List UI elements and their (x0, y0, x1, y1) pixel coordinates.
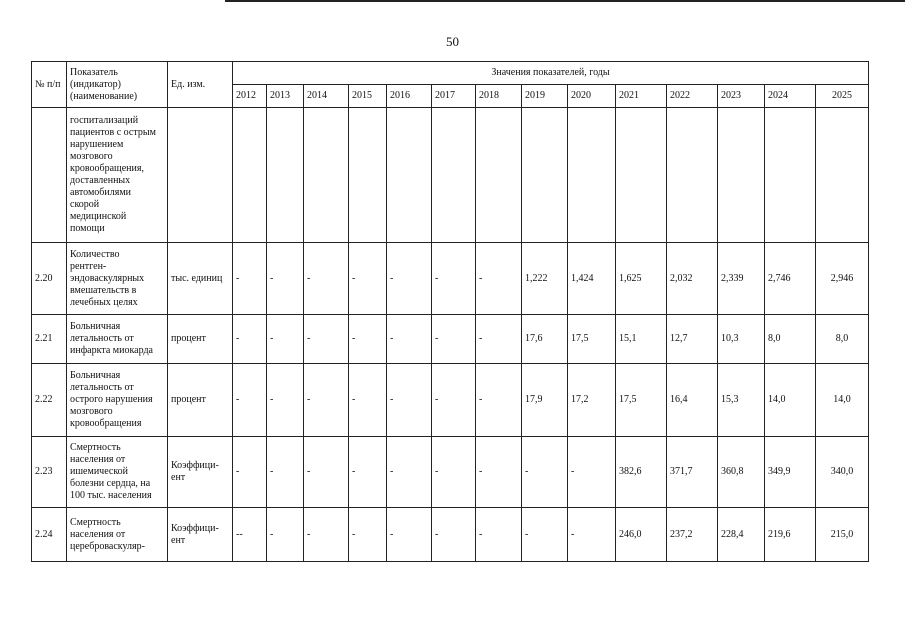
header-year: 2012 (233, 85, 267, 108)
header-year: 2014 (304, 85, 349, 108)
value-cell: - (349, 364, 387, 437)
unit-cell (168, 108, 233, 243)
value-cell: - (304, 437, 349, 508)
value-cell: 12,7 (667, 315, 718, 364)
value-cell (267, 108, 304, 243)
value-cell: - (349, 315, 387, 364)
header-year: 2013 (267, 85, 304, 108)
indicator-name: Смертность населения от цереброваскуляр- (67, 508, 168, 562)
header-year: 2021 (616, 85, 667, 108)
table-row (32, 315, 869, 364)
value-cell: 8,0 (765, 315, 816, 364)
value-cell: - (387, 315, 432, 364)
value-cell: - (387, 243, 432, 315)
value-cell (616, 108, 667, 243)
row-number: 2.21 (32, 315, 67, 364)
value-cell: - (267, 315, 304, 364)
value-cell: - (349, 508, 387, 562)
row-number: 2.20 (32, 243, 67, 315)
value-cell: 2,746 (765, 243, 816, 315)
value-cell: - (568, 508, 616, 562)
value-cell: 246,0 (616, 508, 667, 562)
value-cell: 2,339 (718, 243, 765, 315)
header-year: 2024 (765, 85, 816, 108)
header-year: 2023 (718, 85, 765, 108)
value-cell: - (233, 315, 267, 364)
value-cell (233, 108, 267, 243)
value-cell: - (304, 508, 349, 562)
value-cell (476, 108, 522, 243)
value-cell: - (432, 364, 476, 437)
indicator-name: госпитализаций пациентов с острым нарушением мозгового кровообращения, доставленных автомобилями скорой медицинской помощи (67, 108, 168, 243)
value-cell: - (304, 315, 349, 364)
row-number: 2.22 (32, 364, 67, 437)
table-row (32, 508, 869, 562)
unit-cell: Коэффици- ент (168, 508, 233, 562)
value-cell: 1,222 (522, 243, 568, 315)
value-cell: 8,0 (816, 315, 869, 364)
unit-cell: тыс. единиц (168, 243, 233, 315)
value-cell: - (432, 437, 476, 508)
table-row (32, 437, 869, 508)
value-cell: - (476, 315, 522, 364)
value-cell: - (267, 437, 304, 508)
value-cell: 215,0 (816, 508, 869, 562)
value-cell (349, 108, 387, 243)
value-cell (816, 108, 869, 243)
value-cell: - (476, 243, 522, 315)
table-row (32, 364, 869, 437)
unit-cell: процент (168, 315, 233, 364)
value-cell: 17,6 (522, 315, 568, 364)
value-cell: - (476, 364, 522, 437)
value-cell (387, 108, 432, 243)
value-cell: 16,4 (667, 364, 718, 437)
page-number: 50 (446, 34, 459, 49)
header-year: 2017 (432, 85, 476, 108)
value-cell: 1,424 (568, 243, 616, 315)
header-year: 2022 (667, 85, 718, 108)
indicator-name: Смертность населения от ишемической болезни сердца, на 100 тыс. населения (67, 437, 168, 508)
header-year: 2019 (522, 85, 568, 108)
value-cell: 15,3 (718, 364, 765, 437)
value-cell: 17,5 (568, 315, 616, 364)
unit-cell: процент (168, 364, 233, 437)
header-col-indicator: Показатель (индикатор) (наименование) (67, 62, 168, 108)
value-cell: 340,0 (816, 437, 869, 508)
value-cell (304, 108, 349, 243)
value-cell: - (233, 437, 267, 508)
value-cell: 17,5 (616, 364, 667, 437)
value-cell: 382,6 (616, 437, 667, 508)
value-cell: 17,9 (522, 364, 568, 437)
header-values-group: Значения показателей, годы (233, 62, 869, 85)
value-cell: - (432, 315, 476, 364)
value-cell: - (267, 243, 304, 315)
unit-cell: Коэффици- ент (168, 437, 233, 508)
header-row-top (32, 62, 869, 85)
value-cell: - (267, 508, 304, 562)
value-cell (568, 108, 616, 243)
table-row (32, 108, 869, 243)
value-cell: - (233, 364, 267, 437)
indicator-name: Количество рентген- эндоваскулярных вмешательств в лечебных целях (67, 243, 168, 315)
value-cell: -- (233, 508, 267, 562)
header-year: 2015 (349, 85, 387, 108)
value-cell: - (476, 508, 522, 562)
indicator-name: Больничная летальность от инфаркта миокарда (67, 315, 168, 364)
value-cell (765, 108, 816, 243)
value-cell: 17,2 (568, 364, 616, 437)
value-cell: 237,2 (667, 508, 718, 562)
header-year: 2016 (387, 85, 432, 108)
value-cell: - (349, 437, 387, 508)
header-year: 2020 (568, 85, 616, 108)
value-cell (718, 108, 765, 243)
row-number: 2.23 (32, 437, 67, 508)
value-cell: - (233, 243, 267, 315)
value-cell: - (522, 508, 568, 562)
value-cell: 360,8 (718, 437, 765, 508)
value-cell (522, 108, 568, 243)
value-cell: 1,625 (616, 243, 667, 315)
value-cell: - (568, 437, 616, 508)
indicator-name: Больничная летальность от острого нарушения мозгового кровообращения (67, 364, 168, 437)
value-cell: - (387, 508, 432, 562)
value-cell: 228,4 (718, 508, 765, 562)
value-cell: - (304, 364, 349, 437)
header-year: 2018 (476, 85, 522, 108)
indicators-table (31, 61, 869, 562)
header-col-no: № п/п (32, 62, 67, 108)
value-cell: - (267, 364, 304, 437)
value-cell: - (476, 437, 522, 508)
row-number: 2.24 (32, 508, 67, 562)
value-cell: 14,0 (816, 364, 869, 437)
value-cell: 2,946 (816, 243, 869, 315)
value-cell: - (387, 364, 432, 437)
value-cell (667, 108, 718, 243)
value-cell: 14,0 (765, 364, 816, 437)
value-cell (432, 108, 476, 243)
value-cell: 371,7 (667, 437, 718, 508)
value-cell: 219,6 (765, 508, 816, 562)
header-year: 2025 (816, 85, 869, 108)
value-cell: - (432, 243, 476, 315)
table-row (32, 243, 869, 315)
value-cell: 15,1 (616, 315, 667, 364)
value-cell: 10,3 (718, 315, 765, 364)
value-cell: - (432, 508, 476, 562)
page-top-rule (225, 0, 905, 2)
value-cell: 2,032 (667, 243, 718, 315)
value-cell: - (349, 243, 387, 315)
header-col-unit: Ед. изм. (168, 62, 233, 108)
value-cell: - (522, 437, 568, 508)
value-cell: - (304, 243, 349, 315)
value-cell: - (387, 437, 432, 508)
value-cell: 349,9 (765, 437, 816, 508)
row-number (32, 108, 67, 243)
